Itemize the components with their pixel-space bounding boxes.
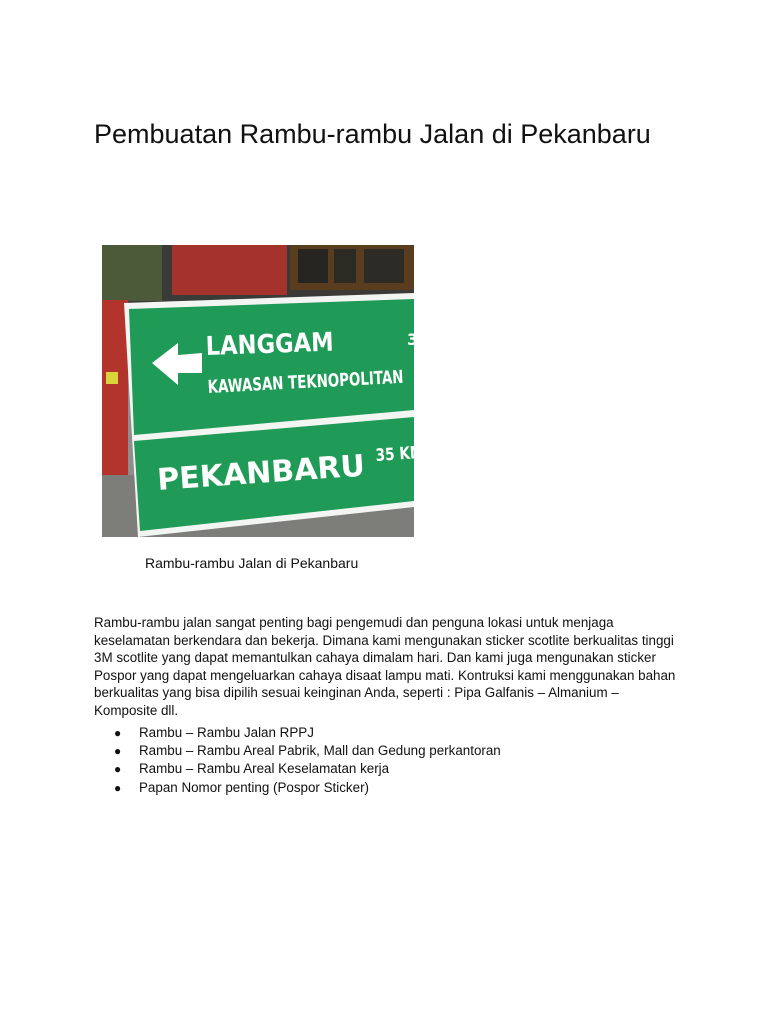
bullet-icon: ●: [114, 780, 122, 795]
list-item: [94, 760, 684, 778]
bullet-icon: ●: [114, 726, 122, 740]
road-sign-photo: [102, 245, 472, 537]
page-title: Pembuatan Rambu-rambu Jalan di Pekanbaru: [94, 119, 651, 149]
bullet-icon: ●: [114, 762, 122, 777]
sign-line1-suffix: 3: [407, 330, 419, 349]
sign-distance: 35 KM: [374, 441, 436, 466]
figure-caption: Rambu-rambu Jalan di Pekanbaru: [145, 555, 359, 571]
bullet-icon: ●: [114, 744, 122, 759]
list-item-text: Rambu – Rambu Areal Keselamatan kerja: [139, 761, 390, 777]
list-item: [94, 724, 684, 742]
bullet-list: [94, 724, 684, 797]
list-item-text: Rambu – Rambu Jalan RPPJ: [139, 725, 314, 740]
sign-line3: PEKANBARU: [156, 448, 366, 498]
sign-line2: KAWASAN TEKNOPOLITAN: [207, 363, 472, 398]
sign-line1: LANGGAM: [205, 326, 354, 362]
list-item: [94, 779, 684, 797]
body-paragraph: Rambu-rambu jalan sangat penting bagi pengemudi dan penguna lokasi untuk menjaga keselamatan berkendara dan bekerja. Dimana kami mengunakan sticker scotlite berkualitas tinggi 3M scotlite yang dapat memantulkan cahaya dimalam hari. Dan kami juga mengunakan sticker Pospor yang dapat mengeluarkan cahaya disaat lampu mati. Kontruksi kami menggunakan bahan berkualitas yang bisa dipilih sesuai keinginan Anda, seperti : Pipa Galfanis – Almanium – Komposite dll.: [94, 615, 676, 718]
list-item-text: Rambu – Rambu Areal Pabrik, Mall dan Gedung perkantoran: [139, 743, 501, 759]
list-item-text: Papan Nomor penting (Pospor Sticker): [139, 779, 369, 795]
list-item: [94, 742, 684, 760]
